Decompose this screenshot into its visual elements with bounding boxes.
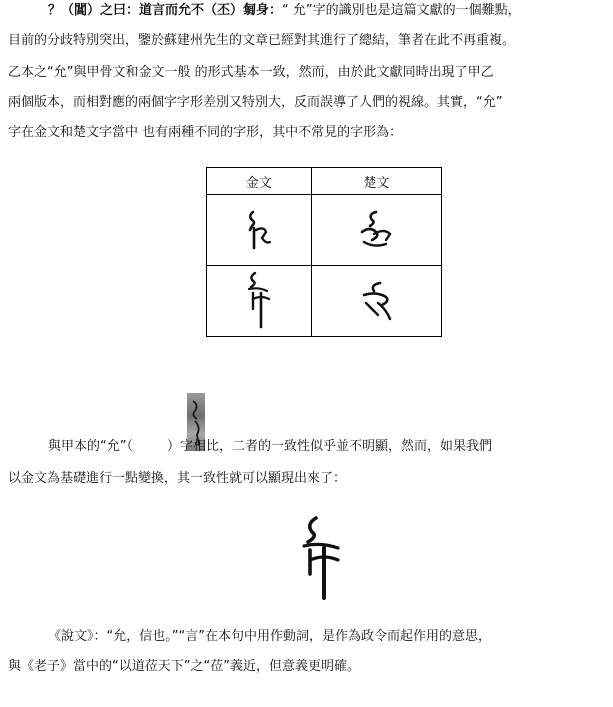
glyph-comparison-table [206,167,442,337]
transformed-glyph-icon [296,512,346,604]
paragraph2-line7: 以金文為基礎進行一點變換，其一致性就可以顯現出來了： [8,471,347,486]
paragraph2-line6 [48,438,492,456]
chuwen-glyph-2-icon [356,279,396,323]
jinwen-glyph-1-icon [244,208,274,252]
table-cell-jinwen-2 [207,266,312,337]
table-header-chuwen: 楚文 [311,168,441,195]
paragraph1-line4: 兩個版本，而相對應的兩個字字形差別又特別大，反而誤導了人們的視線。其實，“允” [8,95,503,110]
heading-continuation: “ 允”字的識別也是這篇文獻的一個難點， [282,3,521,18]
jinwen-glyph-2-icon [243,269,275,333]
paragraph2-line6-after: ）字相比，二者的一致性似乎並不明顯，然而，如果我們 [166,439,492,454]
paragraph1-line2: 目前的分歧特別突出，鑒於蘇建州先生的文章已經對其進行了總結，筆者在此不再重複。 [8,33,516,48]
paragraph1-line5: 字在金文和楚文字當中 也有兩種不同的字形，其中不常見的字形為： [8,125,403,140]
section-heading: ？（閶）之曰：道言而允不（丕）匔身： [48,3,283,18]
table-cell-chuwen-2 [311,266,441,337]
paragraph3-line8: 《說文》：“允，信也。”“言”在本句中用作動詞，是作為政令而起作用的意思， [48,629,491,644]
paragraph2-line6-before: 與甲本的“允”（ [48,439,133,454]
chuwen-glyph-1-icon [356,208,396,252]
table-header-jinwen: 金文 [207,168,312,195]
paragraph3-line9: 與《老子》當中的“以道莅天下”之“莅”義近，但意義更明確。 [8,659,360,674]
table-cell-chuwen-1 [311,195,441,266]
paragraph1-line3: 乙本之“允”與甲骨文和金文一般 的形式基本一致，然而，由於此文獻同時出現了甲乙 [8,65,494,80]
heading-line [48,2,521,20]
table-cell-jinwen-1 [207,195,312,266]
